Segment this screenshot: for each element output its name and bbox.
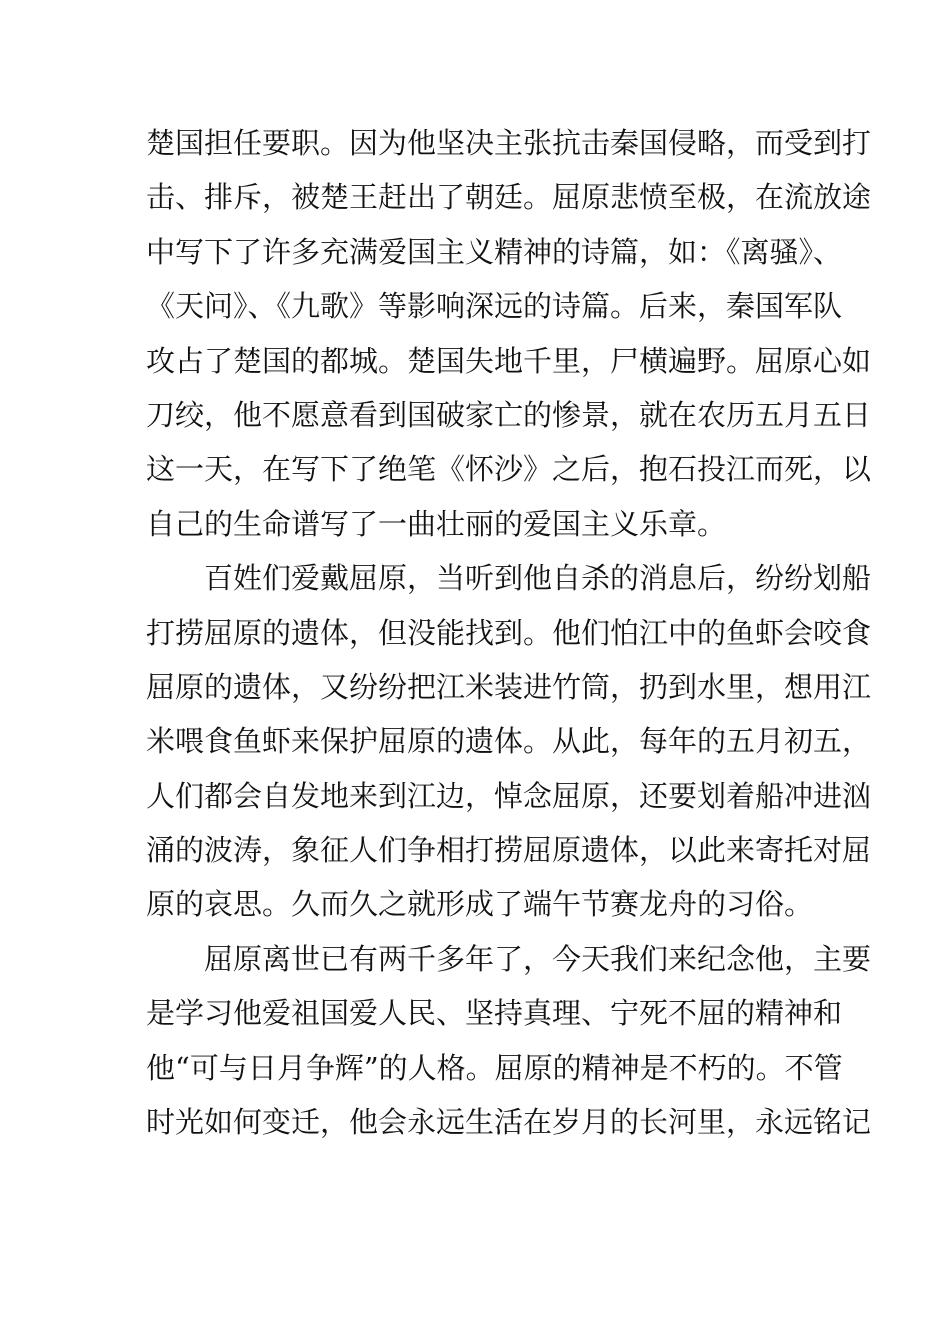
text-line: 这一天，在写下了绝笔《怀沙》之后，抱石投江而死，以 bbox=[146, 452, 872, 487]
text-line: 人们都会自发地来到江边，悼念屈原，还要划着船冲进汹 bbox=[146, 778, 872, 813]
text-line: 原的哀思。久而久之就形成了端午节赛龙舟的习俗。 bbox=[146, 887, 814, 922]
text-line: 打捞屈原的遗体，但没能找到。他们怕江中的鱼虾会咬食 bbox=[146, 615, 872, 650]
paragraph-first-line: 百姓们爱戴屈原，当听到他自杀的消息后，纷纷划船 bbox=[204, 561, 872, 596]
text-line: 攻占了楚国的都城。楚国失地千里，尸横遍野。屈原心如 bbox=[146, 343, 872, 378]
text-line: 他“可与日月争辉”的人格。屈原的精神是不朽的。不管 bbox=[146, 1050, 843, 1085]
text-line: 自己的生命谱写了一曲壮丽的爱国主义乐章。 bbox=[146, 506, 727, 541]
text-line: 米喂食鱼虾来保护屈原的遗体。从此，每年的五月初五， bbox=[146, 724, 872, 759]
paragraph-first-line: 屈原离世已有两千多年了，今天我们来纪念他，主要 bbox=[204, 941, 872, 976]
text-line: 击、排斥，被楚王赶出了朝廷。屈原悲愤至极，在流放途 bbox=[146, 180, 872, 215]
text-line: 是学习他爱祖国爱人民、坚持真理、宁死不屈的精神和 bbox=[146, 996, 843, 1031]
text-line: 刀绞，他不愿意看到国破家亡的惨景，就在农历五月五日 bbox=[146, 397, 872, 432]
text-line: 时光如何变迁，他会永远生活在岁月的长河里，永远铭记 bbox=[146, 1105, 872, 1140]
text-line: 中写下了许多充满爱国主义精神的诗篇，如：《离骚》、 bbox=[146, 234, 843, 269]
text-line: 涌的波涛，象征人们争相打捞屈原遗体，以此来寄托对屈 bbox=[146, 833, 872, 868]
text-line: 《天问》、《九歌》等影响深远的诗篇。后来，秦国军队 bbox=[146, 289, 843, 324]
body-text bbox=[146, 116, 872, 1149]
text-line: 楚国担任要职。因为他坚决主张抗击秦国侵略，而受到打 bbox=[146, 126, 872, 160]
text-line: 屈原的遗体，又纷纷把江米装进竹筒，扔到水里，想用江 bbox=[146, 669, 872, 704]
